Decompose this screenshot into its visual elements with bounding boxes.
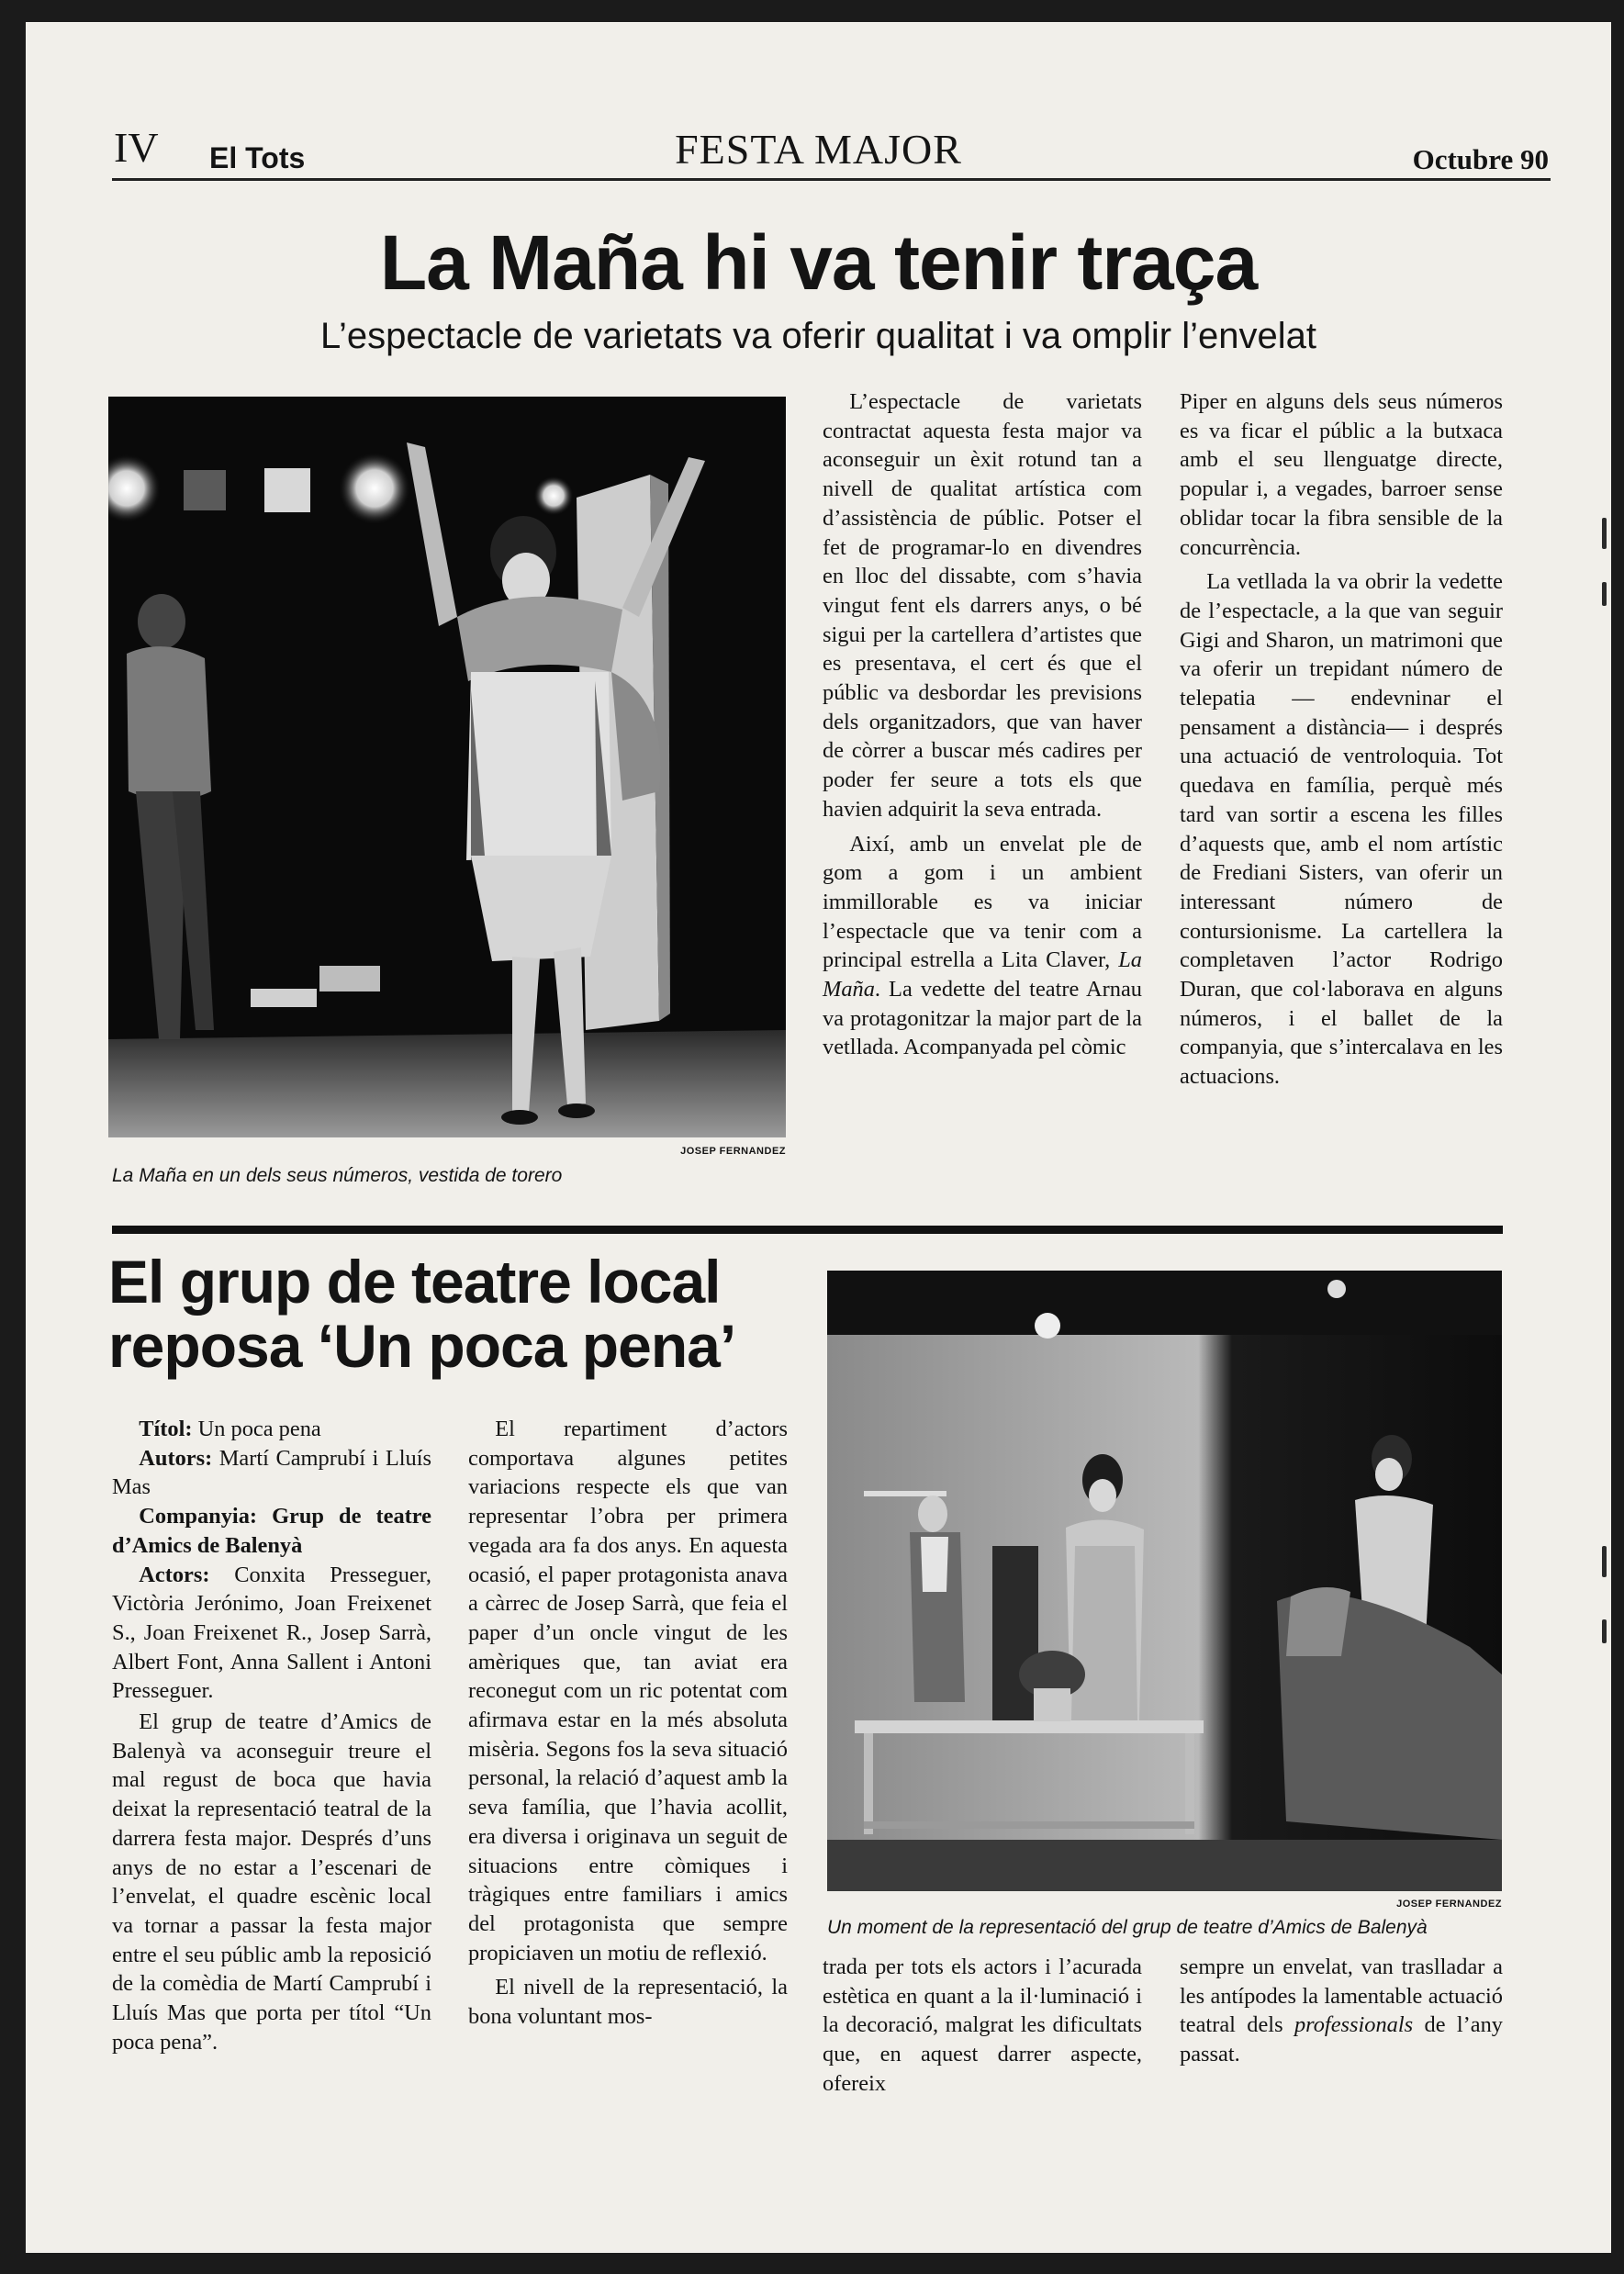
article1-paragraph xyxy=(823,830,1142,1063)
credit-value: Conxita Presseguer, Victòria Jerónimo, Joan Freixenet S., Joan Freixenet R., Josep Sarrà, Albert Font, Anna Sallent i Antoni Presseguer. xyxy=(112,1562,431,1704)
text-run: . La vedette del teatre Arnau va protagonitzar la major part de la vetllada. Acompanyada pel còmic xyxy=(823,977,1142,1060)
article1-column-1 xyxy=(823,387,1142,1068)
photo2-credit: JOSEP FERNANDEZ xyxy=(1396,1899,1502,1910)
article2-column-3 xyxy=(823,1953,1142,2104)
emphasis-la-mana: La Maña xyxy=(823,947,1142,1003)
credit-label: Autors: xyxy=(139,1445,213,1471)
credit-value: Un poca pena xyxy=(192,1417,321,1441)
play-credits xyxy=(112,1415,431,1706)
photo-theatre-image xyxy=(827,1271,1502,1891)
article2-column-4 xyxy=(1180,1953,1503,2075)
credit-actors xyxy=(112,1561,431,1707)
text-run: sempre un envelat, van traslladar a les antípodes la lamentable actuació teatral dels xyxy=(1180,1955,1503,2038)
staple-mark xyxy=(1602,1546,1607,1577)
article2-paragraph: El grup de teatre d’Amics de Balenyà va aconseguir treure el mal regust de boca que havia deixat la representació teatral de la darrera festa major. Després d’uns anys de no estar a l’escenari de l’envelat, el quadre escènic local va tornar a passar la festa major entre el seu públic amb la reposició de la comèdia de Martí Camprubí i Lluís Mas que porta per títol “Un poca pena”. xyxy=(112,1709,431,2055)
article2-paragraph: El repartiment d’actors comportava algunes petites variacions respecte els que van representar l’obra per primera vegada ara fa dos anys. En aquesta ocasió, el paper protagonista anava a càrrec de Josep Sarrà, que feia el paper d’un oncle vingut de les amèriques que, tan aviat era reconegut com un ric potentat com afirmava estar en la més absoluta misèria. Segons fos la seva situació personal, la relació d’aquest amb la seva família, que l’havia acollit, era diversa i originava un seguit de situacions entre còmiques i tràgiques entre familiars i amics del protagonista que sempre propiciaven un motiu de reflexió. xyxy=(468,1417,788,1966)
article1-paragraph: La vetllada la va obrir la vedette de l’espectacle, a la que van seguir Gigi and Sharon, un matrimoni que va oferir un trepidant número de telepatia — endevninar el pensament a distància— i després una actuació de ventroloquia. Tot quedava en família, perquè més tard van sortir a escena les filles d’aquests que, amb el nom artístic de Frediani Sisters, van oferir un interessant número de contursionisme. La cartellera la completaven l’actor Rodrigo Duran, que col·laborava en alguns números, i el ballet de la companyia, que s’intercalava en les actuacions. xyxy=(1180,569,1503,1090)
credit-label: Companyia: Grup de teatre d’Amics de Balenyà xyxy=(112,1504,431,1558)
publication-name: El Tots xyxy=(209,141,306,174)
article2-column-2 xyxy=(468,1415,788,2037)
staple-mark xyxy=(1602,582,1607,606)
text-run: Així, amb un envelat ple de gom a gom i un ambient immillorable es va iniciar l’espectacle que va tenir com a principal estrella a Lita Claver, xyxy=(823,831,1142,973)
header-rule xyxy=(112,178,1551,181)
article2-paragraph: El nivell de la representació, la bona voluntant mos- xyxy=(468,1975,788,2030)
section-divider xyxy=(112,1226,1503,1234)
staple-mark xyxy=(1602,518,1607,549)
article2-paragraph: trada per tots els actors i l’acurada estètica en quant a la il·luminació i la decoració, malgrat les dificultats que, en aquest darrer aspecte, ofereix xyxy=(823,1955,1142,2096)
article2-paragraph xyxy=(1180,1953,1503,2069)
article2-column-1 xyxy=(112,1415,431,2062)
article1-paragraph: Piper en alguns dels seus números es va ficar el públic a la butxaca amb el seu llenguatge directe, popular i, a vegades, barroer sense oblidar tocar la fibra sensible de la concurrència. xyxy=(1180,389,1503,560)
text-run: de l’any passat. xyxy=(1180,2012,1503,2067)
staple-mark xyxy=(1602,1619,1607,1643)
credit-authors xyxy=(112,1444,431,1502)
issue-date: Octubre 90 xyxy=(1412,143,1549,175)
article1-paragraph: L’espectacle de varietats contractat aquesta festa major va aconseguir un èxit rotund tan a nivell de qualitat artística com d’assistència de públic. Potser el fet de programar-lo en divendres en lloc del dissabte, com s’havia vingut fent els darrers anys, o bé sigui per la cartellera d’artistes que es presentava, el cert és que el públic va desbordar les previsions dels organitzadors, que van haver de còrrer a buscar més cadires per poder fer seure a tots els que havien adquirit la seva entrada. xyxy=(823,389,1142,822)
credit-title xyxy=(112,1415,431,1444)
photo2-caption: Un moment de la representació del grup de teatre d’Amics de Balenyà xyxy=(827,1917,1428,1938)
credit-label: Actors: xyxy=(139,1562,210,1587)
page-number: IV xyxy=(114,124,159,171)
credit-company xyxy=(112,1502,431,1560)
section-title: FESTA MAJOR xyxy=(675,126,962,173)
article1-subheadline: L’espectacle de varietats va oferir qualitat i va omplir l’envelat xyxy=(320,316,1316,356)
emphasis-professionals: professionals xyxy=(1294,2012,1414,2038)
photo1-credit: JOSEP FERNANDEZ xyxy=(680,1146,786,1157)
credit-value: Martí Camprubí i Lluís Mas xyxy=(112,1445,431,1500)
photo-la-mana-image xyxy=(108,397,786,1137)
newspaper-page xyxy=(26,22,1611,2253)
article2-headline: El grup de teatre local reposa ‘Un poca pena’ xyxy=(108,1248,736,1380)
article1-column-2 xyxy=(1180,387,1503,1097)
article1-headline: La Maña hi va tenir traça xyxy=(379,219,1258,306)
photo-theatre-scene xyxy=(827,1271,1502,1891)
credit-label: Títol: xyxy=(139,1417,193,1441)
photo-la-mana-performing xyxy=(108,397,786,1137)
photo1-caption: La Maña en un dels seus números, vestida de torero xyxy=(112,1165,563,1186)
